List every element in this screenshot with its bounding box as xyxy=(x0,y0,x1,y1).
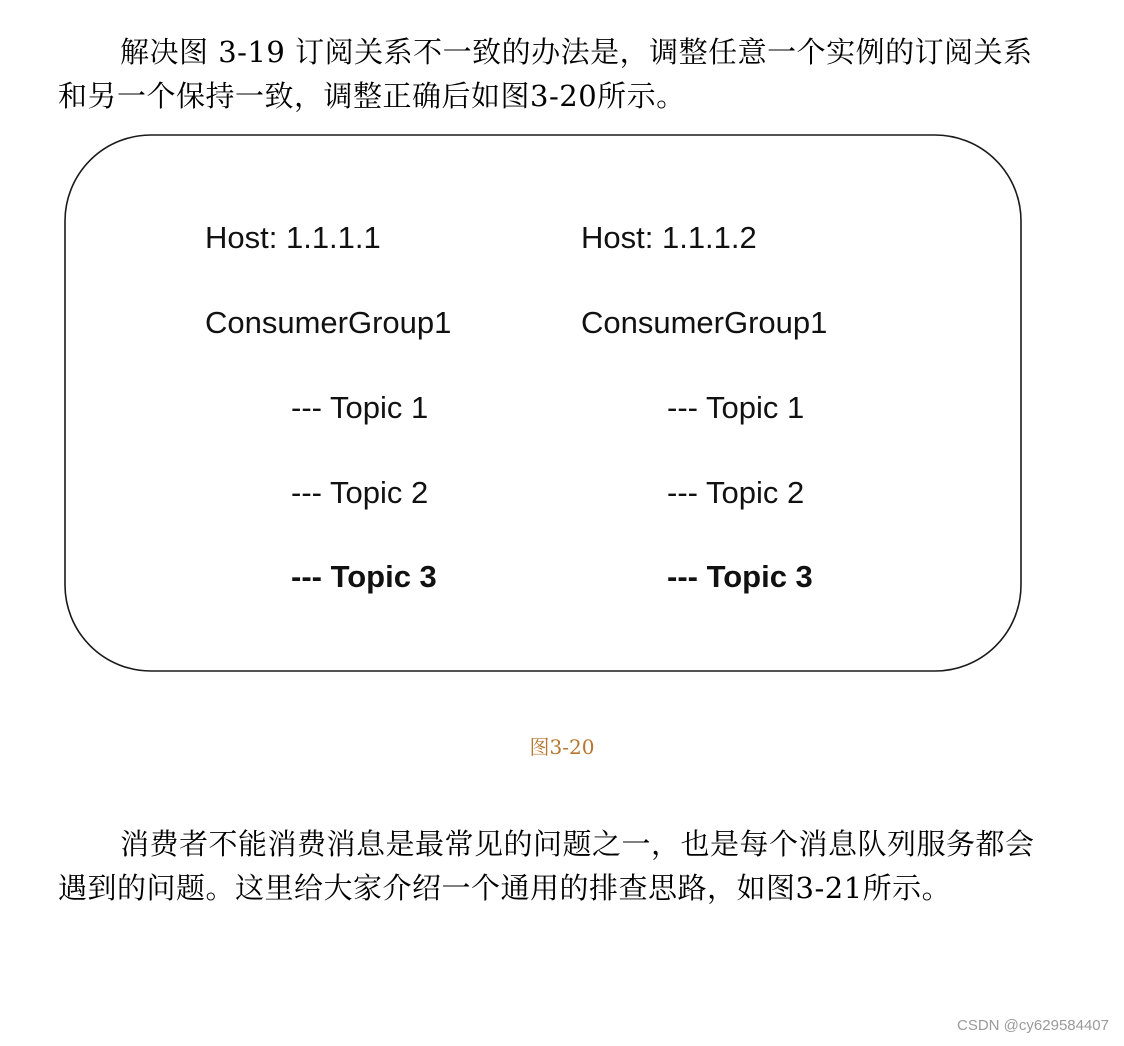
outro-text: 消费者不能消费消息是最常见的问题之一，也是每个消息队列服务都会遇到的问题。这里给大家介绍一个通用的排查思路，如图3-21所示。 xyxy=(58,827,1035,905)
intro-paragraph xyxy=(58,30,1038,118)
subscription-diagram xyxy=(64,134,1022,672)
host-1-topic-3: --- Topic 3 xyxy=(291,559,437,594)
host-2-topic-2: --- Topic 2 xyxy=(667,475,805,510)
host-2-consumer-group: ConsumerGroup1 xyxy=(581,305,828,340)
host-1-topic-1: --- Topic 1 xyxy=(291,390,429,425)
outro-paragraph xyxy=(58,822,1038,910)
host-2-label: Host: 1.1.1.2 xyxy=(581,220,757,255)
host-1-consumer-group: ConsumerGroup1 xyxy=(205,305,452,340)
intro-text: 解决图 3-19 订阅关系不一致的办法是，调整任意一个实例的订阅关系和另一个保持一致，调整正确后如图3-20所示。 xyxy=(58,35,1033,113)
host-1-topic-2: --- Topic 2 xyxy=(291,475,429,510)
host-2-topic-3: --- Topic 3 xyxy=(667,559,813,594)
rounded-border xyxy=(64,134,1022,672)
csdn-watermark: CSDN @cy629584407 xyxy=(957,1017,1109,1034)
host-2-topic-1: --- Topic 1 xyxy=(667,390,805,425)
figure-caption: 图3-20 xyxy=(529,735,595,759)
host-1-label: Host: 1.1.1.1 xyxy=(205,220,381,255)
